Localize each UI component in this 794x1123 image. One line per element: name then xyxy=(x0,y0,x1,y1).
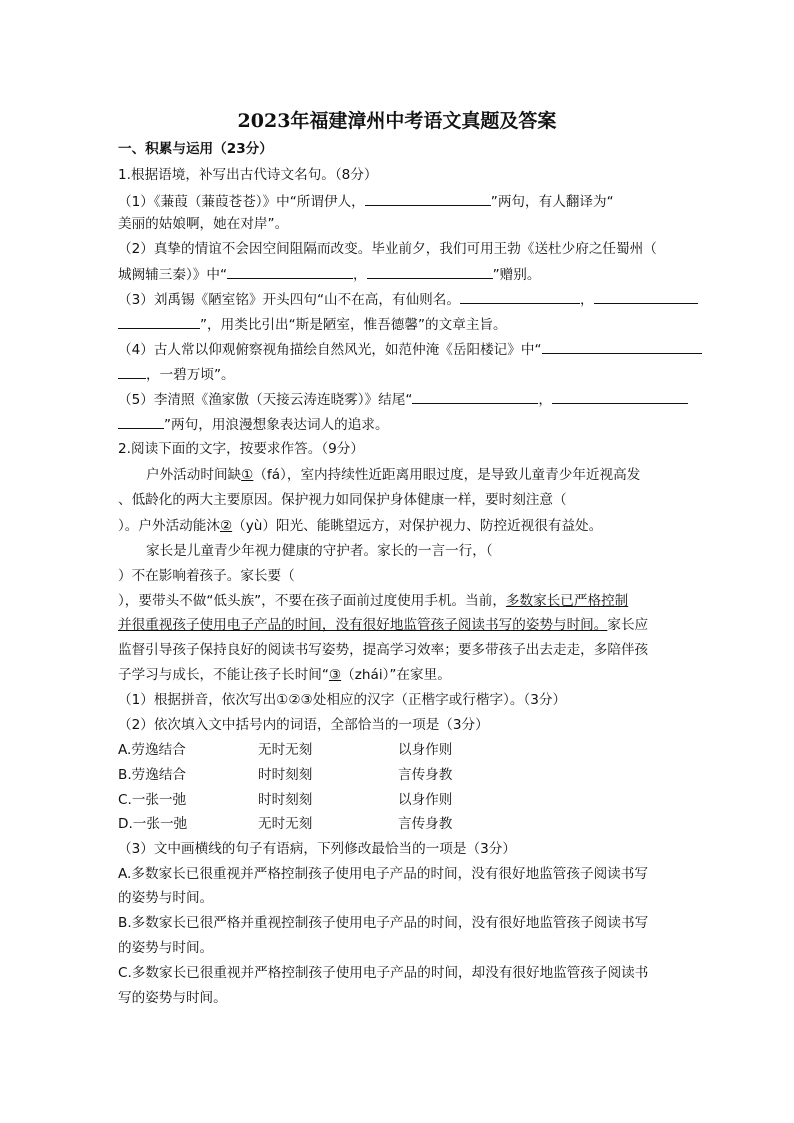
passage-line: ）不在影响着孩子。家长要（ xyxy=(118,568,295,584)
answer-blank[interactable] xyxy=(118,314,200,329)
answer-blank[interactable] xyxy=(367,264,493,279)
option-b-line-1[interactable]: B.多数家长已很严格并重视控制孩子使用电子产品的时间，没有很好地监管孩子阅读书写 xyxy=(118,915,649,931)
option-b-line-2[interactable]: 的姿势与时间。 xyxy=(118,940,214,956)
sub-question-1: （1）根据拼音，依次写出①②③处相应的汉字（正楷字或行楷字）。（3分） xyxy=(118,692,567,708)
question-1-item-4-cont: ，一碧万顷”。 xyxy=(118,364,235,384)
answer-blank[interactable] xyxy=(412,389,538,404)
option-a-line-2[interactable]: 的姿势与时间。 xyxy=(118,890,214,906)
passage-line: 家长是儿童青少年视力健康的守护者。家长的一言一行，（ xyxy=(146,543,493,559)
question-2-stem: 2.阅读下面的文字，按要求作答。（9分） xyxy=(118,441,364,457)
answer-blank[interactable] xyxy=(460,289,580,304)
question-1-item-1-cont: 美丽的姑娘啊，她在对岸”。 xyxy=(118,216,289,232)
question-1-item-4: （4）古人常以仰观俯察视角描绘自然风光，如范仲淹《岳阳楼记》中“ xyxy=(118,339,702,359)
question-1-stem: 1.根据语境，补写出古代诗文名句。（8分） xyxy=(118,167,378,183)
passage-line: 并很重视孩子使用电子产品的时间，没有很好地监管孩子阅读书写的姿势与时间。家长应 xyxy=(118,617,649,633)
answer-blank[interactable] xyxy=(542,339,702,354)
passage-line: 监督引导孩子保持良好的阅读书写姿势，提高学习效率；要多带孩子出去走走，多陪伴孩 xyxy=(118,642,649,658)
page-title: 2023年福建漳州中考语文真题及答案 xyxy=(237,110,557,132)
sub-question-3: （3）文中画横线的句子有语病，下列修改最恰当的一项是（3分） xyxy=(118,841,516,857)
question-1-item-1: （1）《蒹葭（蒹葭苍苍）》中“所谓伊人， ”两句，有人翻译为“ xyxy=(118,191,614,211)
sub-question-2: （2）依次填入文中括号内的词语，全部恰当的一项是（3分） xyxy=(118,717,489,733)
answer-blank[interactable] xyxy=(118,414,164,429)
answer-blank[interactable] xyxy=(594,289,698,304)
answer-blank[interactable] xyxy=(552,389,688,404)
question-1-item-2: （2）真挚的情谊不会因空间阻隔而改变。毕业前夕，我们可用王勃《送杜少府之任蜀州（ xyxy=(118,241,657,257)
question-1-item-3: （3）刘禹锡《陋室铭》开头四句“山不在高，有仙则名。 ， xyxy=(118,289,698,309)
question-1-item-2-cont: 城阙辅三秦）》中“ ， ”赠别。 xyxy=(118,264,540,284)
passage-line: 子学习与成长，不能让孩子长时间“③（zhái）”在家里。 xyxy=(118,667,451,683)
question-1-item-3-cont: ”，用类比引出“斯是陋室，惟吾德馨”的文章主旨。 xyxy=(118,314,507,334)
passage-line: ），要带头不做“低头族”，不要在孩子面前过度使用手机。当前，多数家长已严格控制 xyxy=(118,593,629,609)
section-heading: 一、积累与运用（23分） xyxy=(118,141,273,157)
question-1-item-5: （5）李清照《渔家傲（天接云涛连晓雾）》结尾“ ， xyxy=(118,389,688,409)
passage-line: 户外活动时间缺①（fá），室内持续性近距离用眼过度，是导致儿童青少年近视高发 xyxy=(146,467,641,483)
option-a-line-1[interactable]: A.多数家长已很重视并严格控制孩子使用电子产品的时间，没有很好地监管孩子阅读书写 xyxy=(118,866,648,882)
answer-blank[interactable] xyxy=(227,264,353,279)
answer-blank[interactable] xyxy=(365,191,491,206)
option-c-line-1[interactable]: C.多数家长已很重视并严格控制孩子使用电子产品的时间，却没有很好地监管孩子阅读书 xyxy=(118,965,649,981)
option-c-line-2[interactable]: 写的姿势与时间。 xyxy=(118,990,227,1006)
passage-line: 、低龄化的两大主要原因。保护视力如同保护身体健康一样，要时刻注意（ xyxy=(118,492,567,508)
passage-line: ）。户外活动能沐②（yù）阳光、能眺望远方，对保护视力、防控近视很有益处。 xyxy=(118,518,603,534)
question-1-item-5-cont: ”两句，用浪漫想象表达词人的追求。 xyxy=(118,414,389,434)
answer-blank[interactable] xyxy=(118,364,146,379)
